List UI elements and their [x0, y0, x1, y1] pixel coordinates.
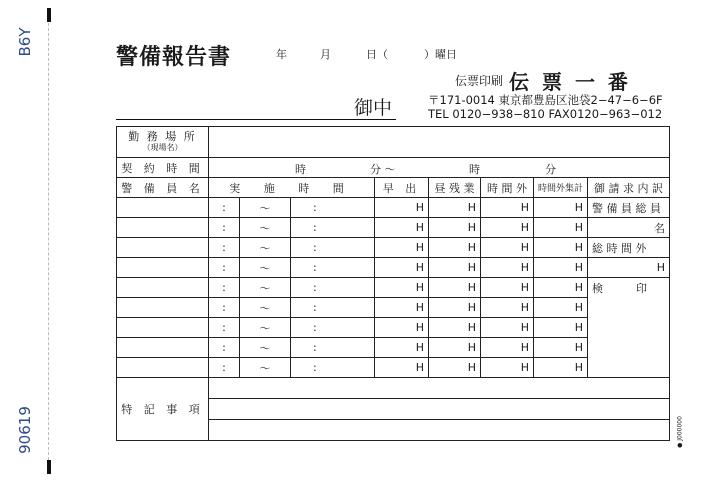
early-hours-cell[interactable]: H — [375, 358, 429, 378]
start-time-cell[interactable]: : — [209, 218, 240, 238]
table-row — [117, 358, 670, 378]
end-time-cell[interactable]: : — [291, 358, 375, 378]
overtime-total-cell[interactable]: H — [534, 358, 588, 378]
midday-hours-cell[interactable]: H — [429, 278, 481, 298]
guard-name-cell[interactable] — [117, 258, 209, 278]
overtime-total-cell[interactable]: H — [534, 258, 588, 278]
end-time-cell[interactable]: : — [291, 338, 375, 358]
early-hours-cell[interactable]: H — [375, 338, 429, 358]
overtime-total-header: 時間外集計 — [534, 178, 588, 198]
early-hours-cell[interactable]: H — [375, 298, 429, 318]
early-header: 早 出 — [375, 178, 429, 198]
end-time-cell[interactable]: : — [291, 218, 375, 238]
midday-hours-cell[interactable]: H — [429, 338, 481, 358]
table-row — [117, 278, 670, 298]
guard-name-cell[interactable] — [117, 358, 209, 378]
early-hours-cell[interactable]: H — [375, 278, 429, 298]
start-time-cell[interactable]: : — [209, 198, 240, 218]
midday-hours-cell[interactable]: H — [429, 298, 481, 318]
inspection-stamp-area[interactable] — [588, 298, 670, 378]
guard-name-cell[interactable] — [117, 218, 209, 238]
tilde-cell: 〜 — [240, 218, 291, 238]
overtime-total-cell[interactable]: H — [534, 198, 588, 218]
end-time-cell[interactable]: : — [291, 198, 375, 218]
contract-minute-1: 分 〜 — [370, 163, 396, 176]
notes-line-1[interactable] — [209, 378, 670, 399]
early-hours-cell[interactable]: H — [375, 258, 429, 278]
page-title: 警備報告書 — [116, 45, 232, 70]
guard-name-cell[interactable] — [117, 338, 209, 358]
table-row — [117, 198, 670, 218]
guard-name-cell[interactable] — [117, 238, 209, 258]
perforation-tick-bottom — [47, 460, 51, 474]
perforation-tick-top — [47, 8, 51, 22]
billing-guard-count-cell[interactable]: 名 — [588, 218, 670, 238]
overtime-total-cell[interactable]: H — [534, 218, 588, 238]
overtime-total-cell[interactable]: H — [534, 318, 588, 338]
midday-hours-cell[interactable]: H — [429, 238, 481, 258]
contract-time-label: 契 約 時 間 — [117, 158, 209, 178]
start-time-cell[interactable]: : — [209, 278, 240, 298]
guard-name-cell[interactable] — [117, 318, 209, 338]
contract-hour-2: 時 — [469, 163, 480, 176]
tilde-cell: 〜 — [240, 298, 291, 318]
table-row — [117, 338, 670, 358]
table-row — [117, 218, 670, 238]
contract-time-field[interactable] — [209, 158, 670, 178]
overtime-hours-cell[interactable]: H — [481, 298, 534, 318]
billing-total-overtime-label: 総 時 間 外 — [588, 238, 670, 258]
midday-hours-cell[interactable]: H — [429, 358, 481, 378]
early-hours-cell[interactable]: H — [375, 238, 429, 258]
start-time-cell[interactable]: : — [209, 338, 240, 358]
report-form — [116, 126, 670, 441]
overtime-total-cell[interactable]: H — [534, 338, 588, 358]
table-row — [117, 238, 670, 258]
start-time-cell[interactable]: : — [209, 238, 240, 258]
overtime-hours-cell[interactable]: H — [481, 218, 534, 238]
date-month: 月 — [320, 48, 331, 61]
tilde-cell: 〜 — [240, 258, 291, 278]
end-time-cell[interactable]: : — [291, 258, 375, 278]
recipient-underline — [116, 119, 396, 120]
midday-hours-cell[interactable]: H — [429, 318, 481, 338]
date-day: 日（ — [366, 48, 388, 61]
overtime-hours-cell[interactable]: H — [481, 238, 534, 258]
start-time-cell[interactable]: : — [209, 258, 240, 278]
impl-time-header: 実 施 時 間 — [209, 178, 375, 198]
midday-overtime-header: 昼 残 業 — [429, 178, 481, 198]
overtime-hours-cell[interactable]: H — [481, 258, 534, 278]
date-year: 年 — [276, 48, 287, 61]
perforation-line — [48, 8, 49, 470]
notes-line-2[interactable] — [209, 399, 670, 420]
midday-hours-cell[interactable]: H — [429, 258, 481, 278]
early-hours-cell[interactable]: H — [375, 318, 429, 338]
billing-header: 御 請 求 内 訳 — [588, 178, 670, 198]
overtime-hours-cell[interactable]: H — [481, 358, 534, 378]
overtime-hours-cell[interactable]: H — [481, 338, 534, 358]
address-line2: TEL 0120−938−810 FAX0120−963−012 — [428, 107, 663, 121]
form-code: ● J000000 — [676, 416, 684, 448]
tilde-cell: 〜 — [240, 358, 291, 378]
billing-total-guards-label: 警 備 員 総 員 — [588, 198, 670, 218]
notes-label: 特 記 事 項 — [117, 378, 209, 441]
overtime-total-cell[interactable]: H — [534, 298, 588, 318]
tilde-cell: 〜 — [240, 318, 291, 338]
side-code-top: B6Y — [16, 27, 34, 57]
contract-hour-1: 時 — [295, 163, 306, 176]
workplace-field[interactable] — [209, 127, 670, 158]
onchu-label: 御中 — [354, 97, 393, 119]
midday-hours-cell[interactable]: H — [429, 198, 481, 218]
company-name: 伝 票 一 番 — [509, 70, 631, 94]
tilde-cell: 〜 — [240, 198, 291, 218]
tilde-cell: 〜 — [240, 338, 291, 358]
end-time-cell[interactable]: : — [291, 298, 375, 318]
start-time-cell[interactable]: : — [209, 358, 240, 378]
overtime-hours-cell[interactable]: H — [481, 318, 534, 338]
tilde-cell: 〜 — [240, 278, 291, 298]
overtime-header: 時 間 外 — [481, 178, 534, 198]
notes-line-3[interactable] — [209, 420, 670, 441]
address-line1: 〒171-0014 東京都豊島区池袋2−47−6−6F — [428, 93, 663, 107]
table-row — [117, 318, 670, 338]
early-hours-cell[interactable]: H — [375, 218, 429, 238]
workplace-label: 勤 務 場 所 （現場名） — [117, 127, 209, 158]
billing-overtime-hours-cell[interactable]: H — [588, 258, 670, 278]
company-address — [428, 93, 663, 121]
overtime-total-cell[interactable]: H — [534, 278, 588, 298]
guard-name-header: 警 備 員 名 — [117, 178, 209, 198]
inspection-label: 検 印 — [588, 278, 670, 298]
overtime-total-cell[interactable]: H — [534, 238, 588, 258]
table-row — [117, 298, 670, 318]
contract-minute-2: 分 — [545, 163, 556, 176]
tilde-cell: 〜 — [240, 238, 291, 258]
table-row — [117, 258, 670, 278]
guard-name-cell[interactable] — [117, 298, 209, 318]
guard-name-cell[interactable] — [117, 198, 209, 218]
end-time-cell[interactable]: : — [291, 318, 375, 338]
early-hours-cell[interactable]: H — [375, 198, 429, 218]
date-weekday: ）曜日 — [424, 48, 457, 61]
midday-hours-cell[interactable]: H — [429, 218, 481, 238]
start-time-cell[interactable]: : — [209, 318, 240, 338]
end-time-cell[interactable]: : — [291, 238, 375, 258]
start-time-cell[interactable]: : — [209, 298, 240, 318]
company-block — [455, 66, 631, 95]
company-label: 伝票印刷 — [455, 74, 504, 88]
overtime-hours-cell[interactable]: H — [481, 198, 534, 218]
guard-name-cell[interactable] — [117, 278, 209, 298]
end-time-cell[interactable]: : — [291, 278, 375, 298]
side-code-bottom: 90619 — [16, 406, 34, 454]
overtime-hours-cell[interactable]: H — [481, 278, 534, 298]
